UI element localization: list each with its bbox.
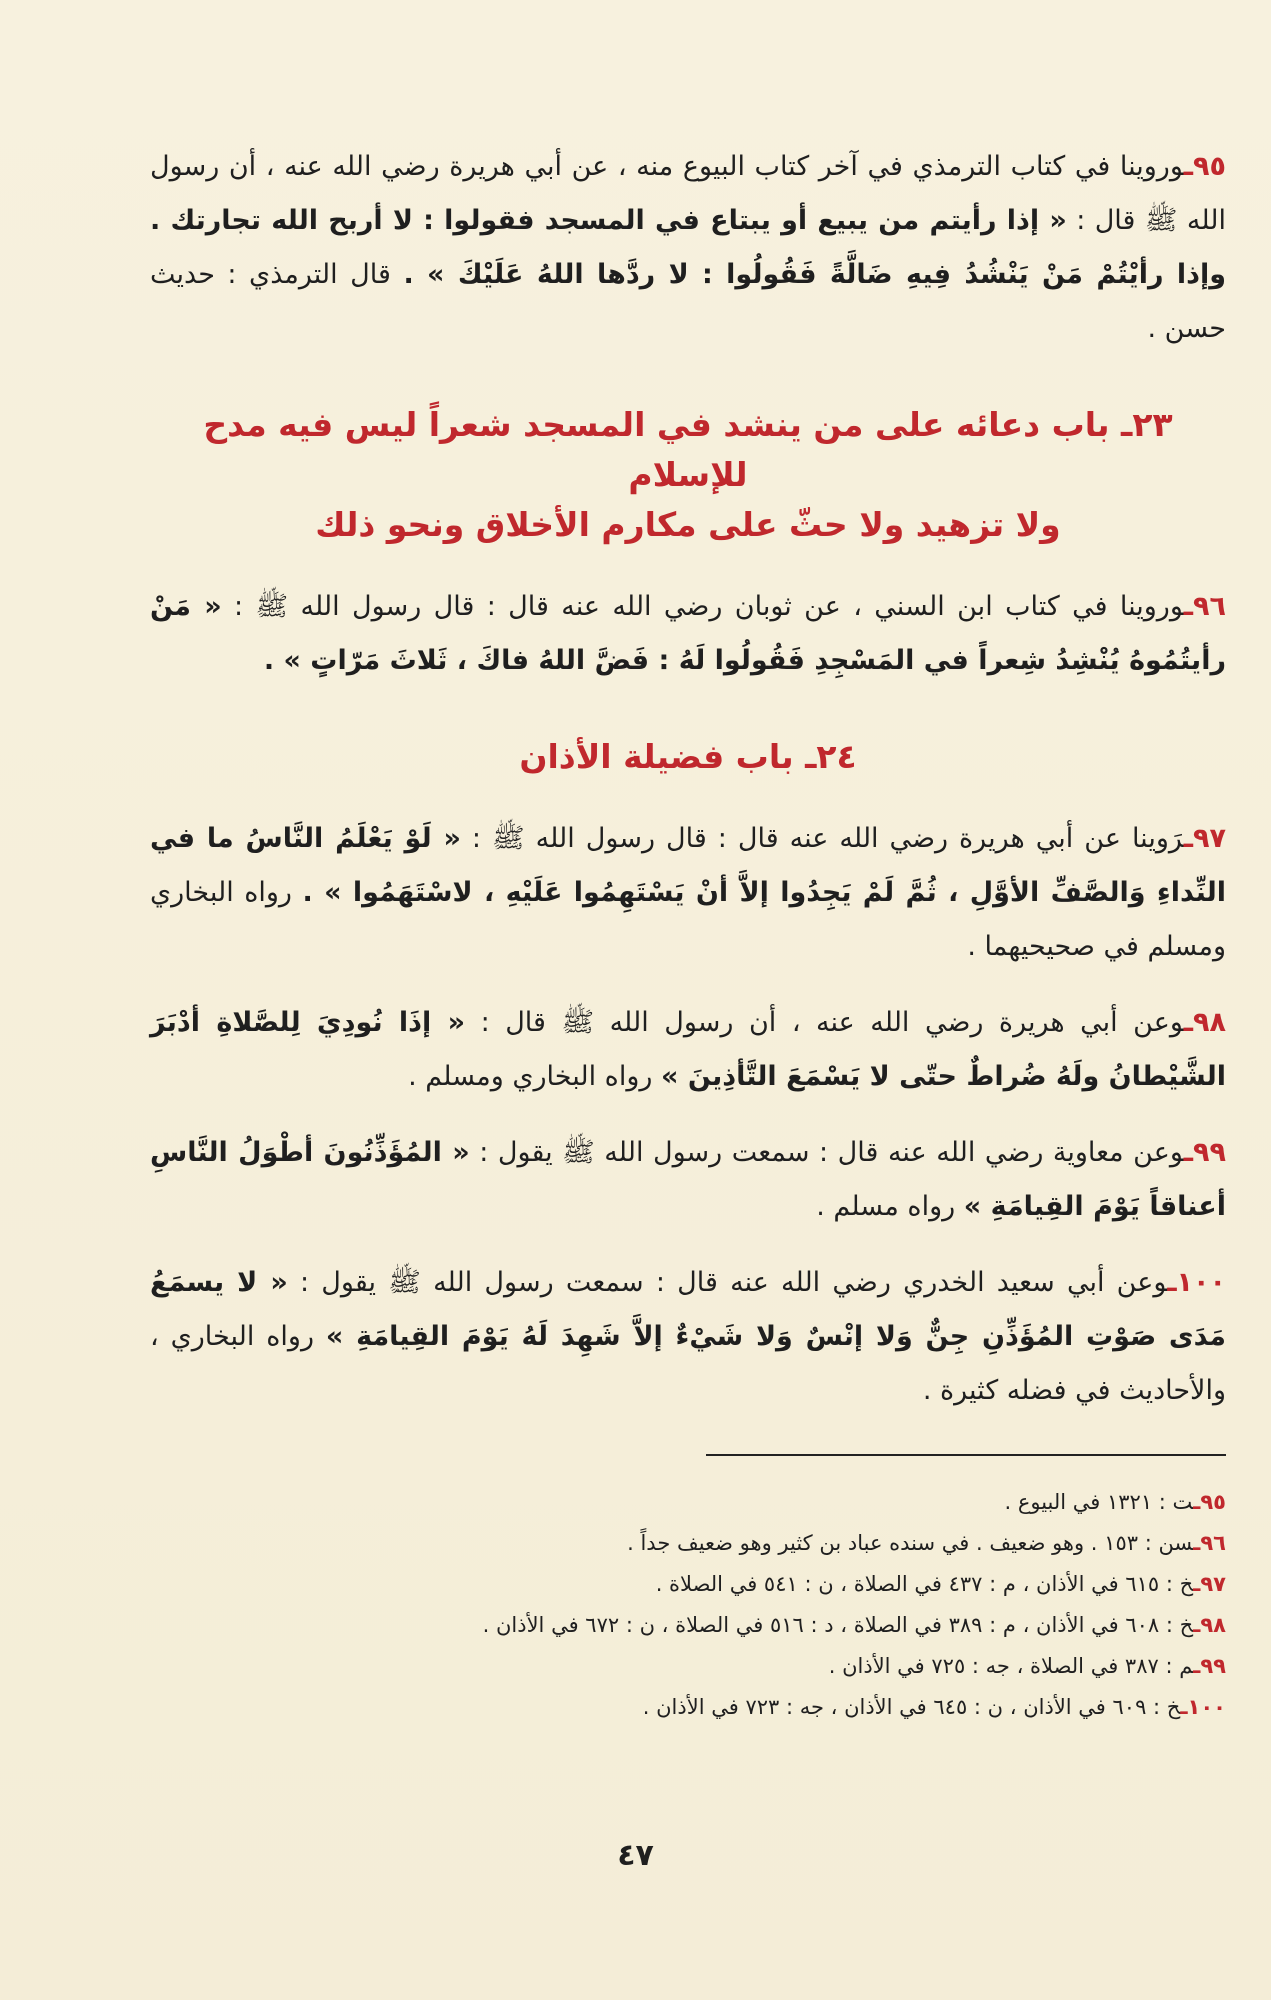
- hadith-group-95: [150, 140, 1226, 356]
- hadith-number: ٩٧ـ: [1183, 823, 1226, 854]
- section-heading-24: [150, 732, 1226, 782]
- footnote-divider: [706, 1454, 1226, 1456]
- hadith-number: ٩٩ـ: [1183, 1137, 1226, 1168]
- footnote-number: ٩٧ـ: [1193, 1572, 1226, 1596]
- hadith-text: « إذا رأيتم من يبيع أو يبتاع في المسجد فقولوا : لا أربح الله تجارتك . وإذا رأيْتُمْ مَنْ يَنْشُدُ فِيهِ ضَالَّةً فَقُولُوا : لا ردَّها اللهُ عَلَيْكَ » .: [150, 205, 1226, 290]
- footnote-number: ٩٥ـ: [1193, 1490, 1226, 1514]
- hadith-source: رواه البخاري ، والأحاديث في فضله كثيرة .: [150, 1321, 1226, 1406]
- hadith-number: ٩٦ـ: [1183, 591, 1226, 622]
- footnote-text: ت : ١٣٢١ في البيوع .: [1004, 1490, 1194, 1514]
- hadith-text: « المُؤَذِّنُونَ أطْوَلُ النَّاسِ أعناقاً يَوْمَ القِيامَةِ »: [150, 1137, 1226, 1222]
- footnote: [150, 1605, 1226, 1646]
- hadith-text: « لَوْ يَعْلَمُ النَّاسُ ما في النِّداءِ وَالصَّفِّ الأوَّلِ ، ثُمَّ لَمْ يَجِدُوا إلاَّ أنْ يَسْتَهِمُوا عَلَيْهِ ، لاسْتَهَمُوا » .: [150, 823, 1226, 908]
- footnote-number: ٩٨ـ: [1193, 1613, 1226, 1637]
- hadith-number: ٩٥ـ: [1183, 151, 1226, 182]
- hadith-source: قال الترمذي : حديث حسن .: [150, 259, 1226, 344]
- hadith-group-97-100: [150, 812, 1226, 1418]
- hadith-source: رواه مسلم .: [816, 1191, 956, 1222]
- footnote-text: خ : ٦٠٨ في الأذان ، م : ٣٨٩ في الصلاة ، د : ٥١٦ في الصلاة ، ن : ٦٧٢ في الأذان .: [482, 1613, 1194, 1637]
- hadith-number: ١٠٠ـ: [1167, 1267, 1226, 1298]
- hadith-source: رواه البخاري ومسلم في صحيحيهما .: [150, 877, 1226, 962]
- section-23-line-2: ولا تزهيد ولا حثّ على مكارم الأخلاق ونحو ذلك: [315, 505, 1061, 544]
- hadith-intro: رَوينا عن أبي هريرة رضي الله عنه قال : قال رسول الله ﷺ :: [471, 823, 1184, 854]
- hadith-entry: [150, 1256, 1226, 1418]
- footnote: [150, 1646, 1226, 1687]
- footnote-text: سن : ١٥٣ . وهو ضعيف . في سنده عباد بن كثير وهو ضعيف جداً .: [627, 1531, 1194, 1555]
- footnote: [150, 1687, 1226, 1728]
- footnote: [150, 1523, 1226, 1564]
- section-24-title: ٢٤ـ باب فضيلة الأذان: [519, 737, 857, 776]
- hadith-text: « مَنْ رأيتُمُوهُ يُنْشِدُ شِعراً في المَسْجِدِ فَقُولُوا لَهُ : فَضَّ اللهُ فاكَ ، ثَلاثَ مَرّاتٍ » .: [150, 591, 1226, 676]
- hadith-text: « لا يسمَعُ مَدَى صَوْتِ المُؤَذِّنِ جِنٌّ وَلا إنْسٌ وَلا شَيْءٌ إلاَّ شَهِدَ لَهُ يَوْمَ القِيامَةِ »: [150, 1267, 1226, 1352]
- hadith-entry: [150, 140, 1226, 356]
- footnotes: [150, 1482, 1226, 1728]
- page-number: ٤٧: [617, 1838, 654, 1873]
- footnote-number: ٩٩ـ: [1193, 1654, 1226, 1678]
- hadith-intro: وعن أبي هريرة رضي الله عنه ، أن رسول الله ﷺ قال :: [480, 1007, 1184, 1038]
- section-heading-23: [150, 400, 1226, 550]
- footnote: [150, 1482, 1226, 1523]
- hadith-intro: وعن معاوية رضي الله عنه قال : سمعت رسول الله ﷺ يقول :: [479, 1137, 1184, 1168]
- hadith-intro: وروينا في كتاب ابن السني ، عن ثوبان رضي الله عنه قال : قال رسول الله ﷺ :: [234, 591, 1184, 622]
- hadith-entry: [150, 812, 1226, 974]
- hadith-intro: وروينا في كتاب الترمذي في آخر كتاب البيوع منه ، عن أبي هريرة رضي الله عنه ، أن رسول الله ﷺ قال :: [150, 151, 1226, 236]
- footnote-number: ٩٦ـ: [1193, 1531, 1226, 1555]
- hadith-number: ٩٨ـ: [1183, 1007, 1226, 1038]
- section-23-line-1: ٢٣ـ باب دعائه على من ينشد في المسجد شعراً ليس فيه مدح للإسلام: [203, 405, 1173, 494]
- hadith-entry: [150, 996, 1226, 1104]
- hadith-entry: [150, 580, 1226, 688]
- footnote-text: خ : ٦٠٩ في الأذان ، ن : ٦٤٥ في الأذان ، جه : ٧٢٣ في الأذان .: [642, 1695, 1181, 1719]
- footnote-number: ١٠٠ـ: [1180, 1695, 1226, 1719]
- footnote-text: م : ٣٨٧ في الصلاة ، جه : ٧٢٥ في الأذان .: [828, 1654, 1194, 1678]
- footnote-text: خ : ٦١٥ في الأذان ، م : ٤٣٧ في الصلاة ، ن : ٥٤١ في الصلاة .: [655, 1572, 1194, 1596]
- footnote: [150, 1564, 1226, 1605]
- hadith-intro: وعن أبي سعيد الخدري رضي الله عنه قال : سمعت رسول الله ﷺ يقول :: [299, 1267, 1168, 1298]
- page-content: [150, 140, 1226, 1728]
- hadith-text: « إذَا نُودِيَ لِلصَّلاةِ أدْبَرَ الشَّيْطانُ ولَهُ ضُراطٌ حتّى لا يَسْمَعَ التَّأذِينَ »: [150, 1007, 1226, 1092]
- hadith-source: رواه البخاري ومسلم .: [408, 1061, 653, 1092]
- hadith-entry: [150, 1126, 1226, 1234]
- hadith-group-96: [150, 580, 1226, 688]
